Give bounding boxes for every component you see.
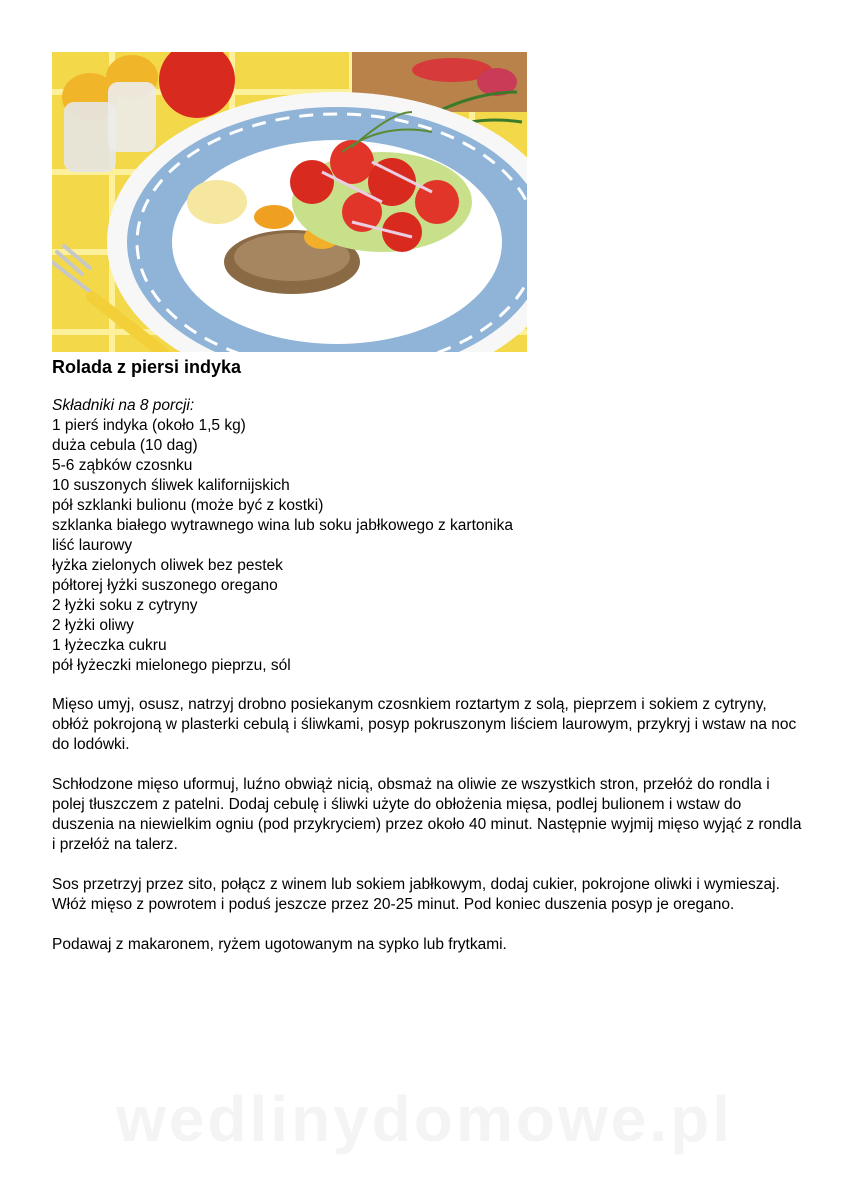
step-paragraph: Sos przetrzyj przez sito, połącz z winem lub sokiem jabłkowym, dodaj cukier, pokrojone oliwki i wymieszaj. Włóż mięso z powrotem i poduś jeszcze przez 20-25 minut. Pod koniec duszenia posyp je oregano. <box>52 876 780 913</box>
ingredient-item: 1 łyżeczka cukru <box>52 637 167 654</box>
ingredient-item: pół szklanki bulionu (może być z kostki) <box>52 497 324 514</box>
step-paragraph: Mięso umyj, osusz, natrzyj drobno posiekanym czosnkiem roztartym z solą, pieprzem i sokiem z cytryny, obłóż pokrojoną w plasterki cebulą i śliwkami, posyp pokruszonym liściem laurowym, przykryj i wstaw na noc do lodówki. <box>52 696 797 753</box>
dish-photo <box>52 52 527 352</box>
ingredient-item: półtorej łyżki suszonego oregano <box>52 577 278 594</box>
ingredient-item: 10 suszonych śliwek kalifornijskich <box>52 477 290 494</box>
ingredient-item: 2 łyżki soku z cytryny <box>52 597 198 614</box>
ingredient-item: liść laurowy <box>52 537 133 554</box>
preparation-steps <box>52 695 802 975</box>
ingredient-item: 2 łyżki oliwy <box>52 617 134 634</box>
ingredient-item: 5-6 ząbków czosnku <box>52 457 193 474</box>
step-paragraph: Podawaj z makaronem, ryżem ugotowanym na sypko lub frytkami. <box>52 936 507 953</box>
site-watermark: wedlinydomowe.pl <box>116 1083 733 1155</box>
ingredient-item: pół łyżeczki mielonego pieprzu, sól <box>52 657 291 674</box>
step-paragraph: Schłodzone mięso uformuj, luźno obwiąż nicią, obsmaż na oliwie ze wszystkich stron, przełóż do rondla i polej tłuszczem z patelni. Dodaj cebulę i śliwki użyte do obłożenia mięsa, podlej bulionem i wstaw do duszenia na niewielkim ogniu (pod przykryciem) przez około 40 minut. Następnie wyjmij mięso wyjąć z rondla i przełóż na talerz. <box>52 776 802 853</box>
ingredient-item: 1 pierś indyka (około 1,5 kg) <box>52 417 246 434</box>
recipe-title: Rolada z piersi indyka <box>52 357 242 377</box>
ingredients-list <box>52 416 812 676</box>
ingredients-heading: Składniki na 8 porcji: <box>52 397 195 414</box>
ingredient-item: szklanka białego wytrawnego wina lub soku jabłkowego z kartonika <box>52 517 513 534</box>
ingredients-section <box>52 396 812 676</box>
ingredient-item: łyżka zielonych oliwek bez pestek <box>52 557 283 574</box>
ingredient-item: duża cebula (10 dag) <box>52 437 198 454</box>
